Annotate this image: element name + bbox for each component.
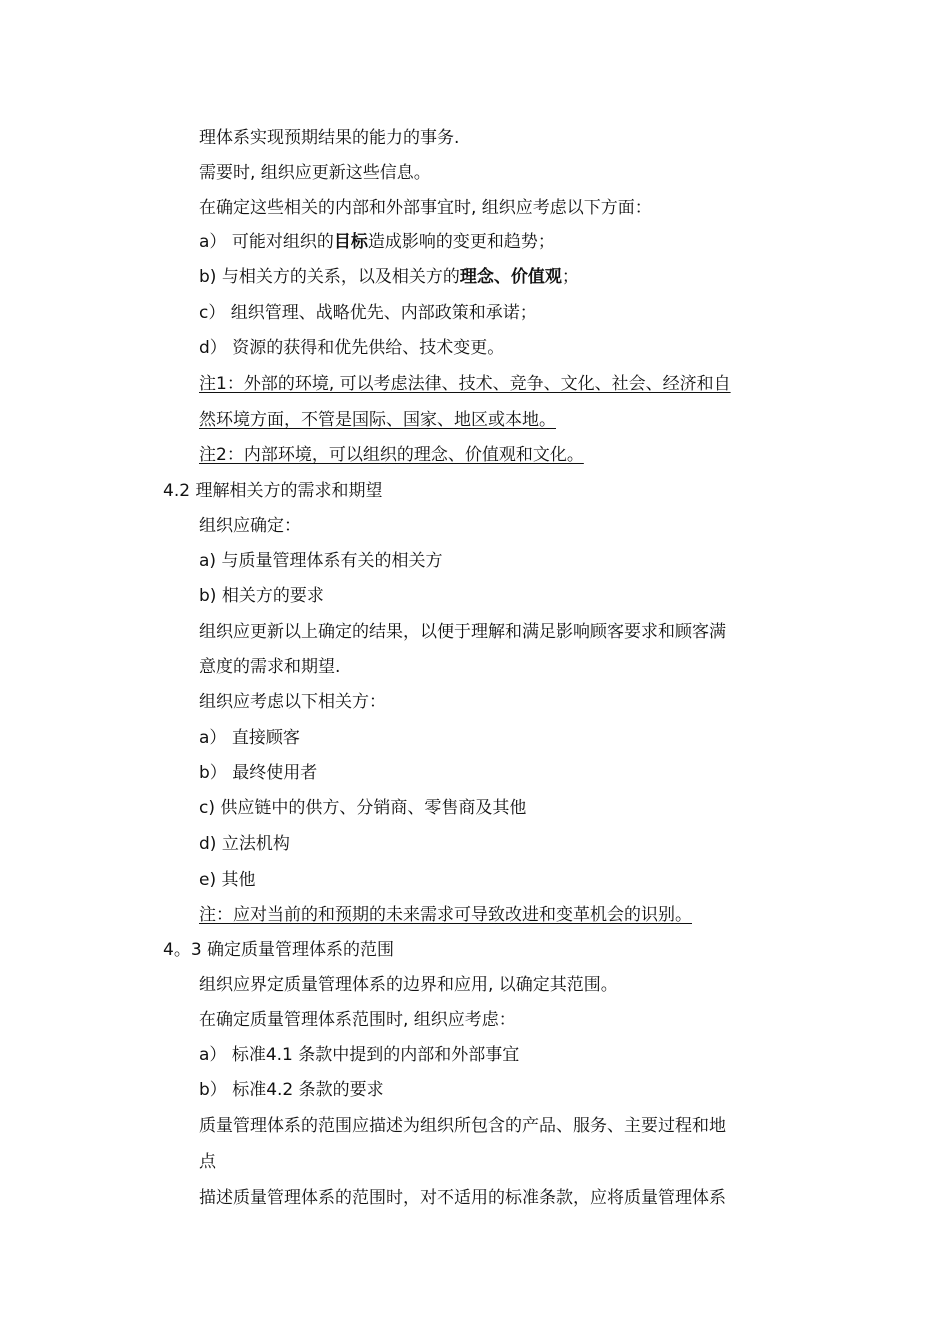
- note-line: 注2：内部环境，可以组织的理念、价值观和文化。: [199, 445, 584, 465]
- list-item: b） 标准4.2 条款的要求: [199, 1080, 384, 1100]
- list-item: a) 与质量管理体系有关的相关方: [199, 551, 443, 571]
- list-item: d) 立法机构: [199, 834, 290, 854]
- list-item: [199, 231, 555, 253]
- list-item: c） 组织管理、战略优先、内部政策和承诺；: [199, 303, 537, 323]
- text-line: 质量管理体系的范围应描述为组织所包含的产品、服务、主要过程和地: [199, 1116, 726, 1136]
- text-line: 在确定质量管理体系范围时, 组织应考虑：: [199, 1010, 516, 1030]
- text-span: 造成影响的变更和趋势；: [367, 232, 555, 252]
- list-item: b） 最终使用者: [199, 763, 318, 783]
- text-span: a） 可能对组织的: [199, 232, 334, 252]
- text-line: 组织应界定质量管理体系的边界和应用, 以确定其范围。: [199, 975, 618, 995]
- text-span: ；: [561, 267, 579, 287]
- text-line: 理体系实现预期结果的能力的事务.: [199, 128, 460, 148]
- text-line: 描述质量管理体系的范围时，对不适用的标准条款，应将质量管理体系: [199, 1188, 726, 1208]
- list-item: e) 其他: [199, 870, 256, 890]
- text-line: 组织应确定：: [199, 516, 301, 536]
- list-item: d） 资源的获得和优先供给、技术变更。: [199, 338, 505, 358]
- text-span: b) 与相关方的关系，以及相关方的: [199, 267, 460, 287]
- bold-text: 理念、价值观: [459, 267, 562, 287]
- text-line: 组织应考虑以下相关方：: [199, 692, 386, 712]
- text-line: 在确定这些相关的内部和外部事宜时, 组织应考虑以下方面：: [199, 198, 652, 218]
- text-line: 组织应更新以上确定的结果，以便于理解和满足影响顾客要求和顾客满: [199, 622, 726, 642]
- list-item: a） 标准4.1 条款中提到的内部和外部事宜: [199, 1045, 520, 1065]
- bold-text: 目标: [333, 232, 368, 252]
- list-item: c) 供应链中的供方、分销商、零售商及其他: [199, 798, 527, 818]
- section-heading: 4.2 理解相关方的需求和期望: [163, 481, 383, 501]
- text-line: 需要时, 组织应更新这些信息。: [199, 163, 431, 183]
- text-line: 意度的需求和期望.: [199, 657, 341, 677]
- list-item: a） 直接顾客: [199, 728, 300, 748]
- note-line: 然环境方面，不管是国际、国家、地区或本地。: [199, 410, 556, 430]
- note-line: 注1：外部的环境, 可以考虑法律、技术、竞争、文化、社会、经济和自: [199, 374, 731, 394]
- section-heading: 4。3 确定质量管理体系的范围: [163, 940, 395, 960]
- list-item: b) 相关方的要求: [199, 586, 324, 606]
- list-item: [199, 266, 579, 288]
- note-line: 注：应对当前的和预期的未来需求可导致改进和变革机会的识别。: [199, 905, 692, 925]
- text-line: 点: [199, 1152, 216, 1172]
